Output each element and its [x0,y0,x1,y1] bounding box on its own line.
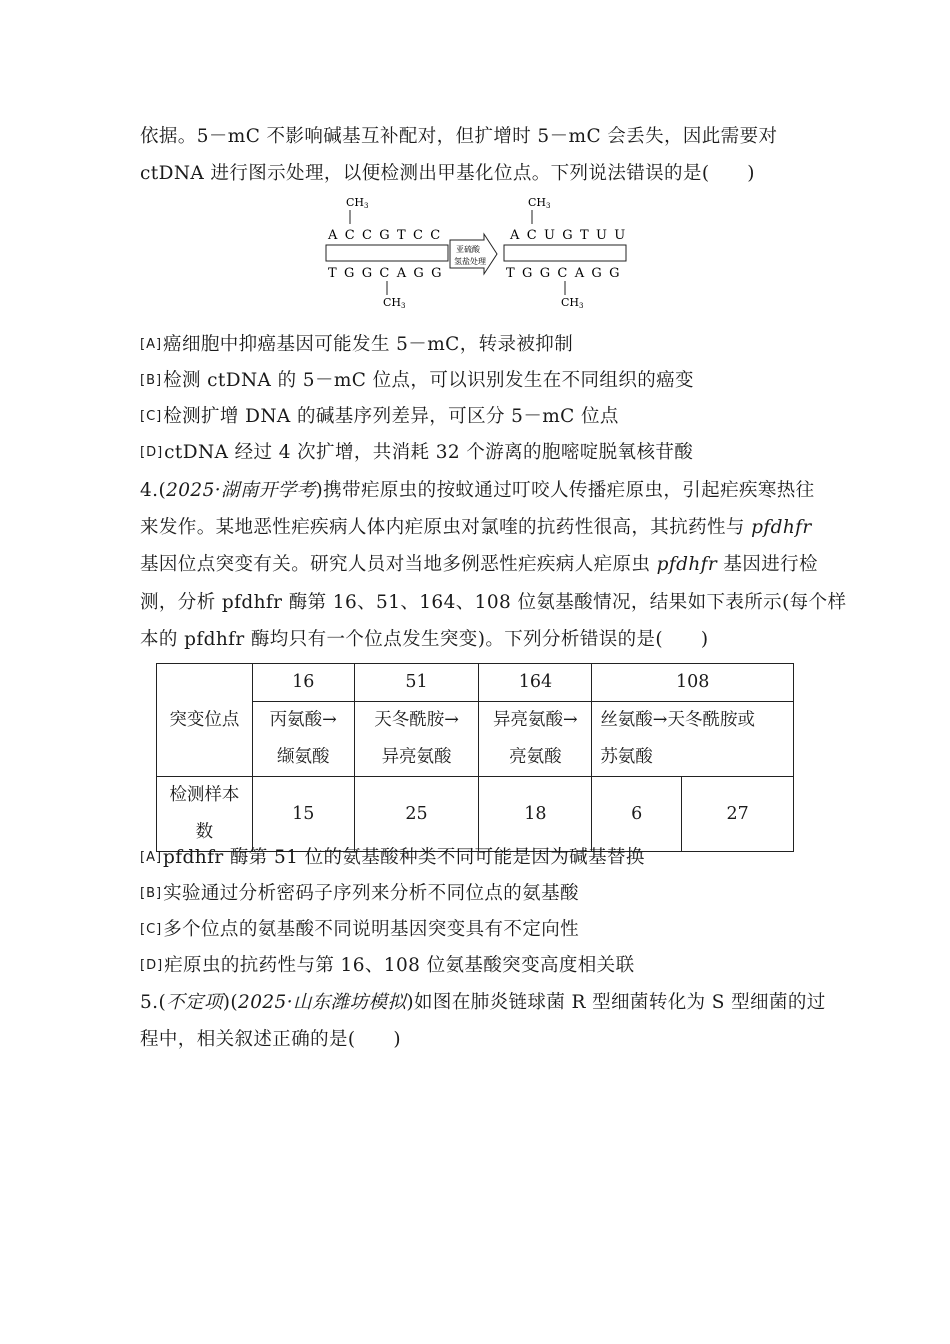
bisulfite-diagram [316,194,636,316]
option-label: [B] [140,886,163,901]
right-top-methyl: CH3 [528,196,551,210]
change-cell: 天冬酰胺→ 异亮氨酸 [354,702,479,777]
left-dna-box [326,245,448,261]
option-text: pfdhfr 酶第 51 位的氨基酸种类不同可能是因为碱基替换 [163,847,645,868]
mutation-table [156,663,794,852]
q3-option-d[interactable] [140,441,812,465]
position-cell: 16 [252,664,354,702]
right-bottom-methyl: CH3 [561,296,584,310]
q4-source: 2025·湖南开学考 [166,480,316,501]
position-cell: 51 [354,664,479,702]
count-cell: 15 [252,777,354,852]
position-cell: 164 [479,664,592,702]
left-top-strand: A C C G T C C [328,228,442,243]
option-label: [D] [140,958,164,973]
option-text: 癌细胞中抑癌基因可能发生 5－mC，转录被抑制 [163,334,574,355]
position-cell: 108 [592,664,794,702]
option-label: [C] [140,409,163,424]
gene-name: pfdhfr [656,554,718,575]
intro-line-1: 依据。5－mC 不影响碱基互补配对，但扩增时 5－mC 会丢失，因此需要对 [140,126,778,147]
q5-tag: 不定项 [166,992,223,1013]
count-cell: 27 [682,777,794,852]
q4-line-4: 测，分析 pfdhfr 酶第 16、51、164、108 位氨基酸情况，结果如下表所示(每个样 [140,592,847,613]
left-bottom-methyl: CH3 [383,296,406,310]
table-row [157,777,794,852]
option-text: 检测扩增 DNA 的碱基序列差异，可区分 5－mC 位点 [163,406,619,427]
q4-option-c[interactable] [140,918,812,942]
count-cell: 6 [592,777,682,852]
option-text: ctDNA 经过 4 次扩增，共消耗 32 个游离的胞嘧啶脱氧核苷酸 [164,442,694,463]
q4-option-d[interactable] [140,954,812,978]
q5-line-2: 程中，相关叙述正确的是( ) [140,1029,401,1050]
right-bottom-strand: T G G C A G G [506,266,622,281]
arrow-label-1: 亚硫酸 [456,245,480,254]
row-header-mutation-site: 突变位点 [157,664,253,777]
right-dna-box [504,245,626,261]
option-text: 疟原虫的抗药性与第 16、108 位氨基酸突变高度相关联 [164,955,635,976]
option-label: [A] [140,337,163,352]
change-cell: 丝氨酸→天冬酰胺或 苏氨酸 [592,702,794,777]
count-cell: 25 [354,777,479,852]
left-top-methyl: CH3 [346,196,369,210]
option-label: [C] [140,922,163,937]
option-label: [D] [140,445,164,460]
q5-source: 2025·山东潍坊模拟 [238,992,407,1013]
option-label: [A] [140,850,163,865]
q4-option-a[interactable] [140,846,812,870]
q4-line-1: 4.(2025·湖南开学考)携带疟原虫的按蚊通过叮咬人传播疟原虫，引起疟疾寒热往 [140,480,815,501]
left-bottom-strand: T G G C A G G [328,266,444,281]
option-text: 多个位点的氨基酸不同说明基因突变具有不定向性 [163,919,580,940]
change-cell: 异亮氨酸→ 亮氨酸 [479,702,592,777]
intro-line-2: ctDNA 进行图示处理，以便检测出甲基化位点。下列说法错误的是( ) [140,163,755,184]
q4-option-b[interactable] [140,882,812,906]
table-row [157,664,794,702]
q3-option-c[interactable] [140,405,812,429]
arrow-label-2: 氢盐处理 [454,257,486,266]
q3-option-a[interactable] [140,333,812,357]
option-text: 检测 ctDNA 的 5－mC 位点，可以识别发生在不同组织的癌变 [163,370,694,391]
count-cell: 18 [479,777,592,852]
option-label: [B] [140,373,163,388]
change-cell: 丙氨酸→ 缬氨酸 [252,702,354,777]
q4-line-5: 本的 pfdhfr 酶均只有一个位点发生突变)。下列分析错误的是( ) [140,629,709,650]
row-header-sample-count: 检测样本 数 [157,777,253,852]
q3-option-b[interactable] [140,369,812,393]
table-row [157,702,794,777]
treatment-arrow [450,234,497,274]
q5-line-1: 5.(不定项)(2025·山东潍坊模拟)如图在肺炎链球菌 R 型细菌转化为 S 型细菌的过 [140,992,826,1013]
right-top-strand: A C U G T U U [510,228,627,243]
q4-line-2: 来发作。某地恶性疟疾病人体内疟原虫对氯喹的抗药性很高，其抗药性与 pfdhfr [140,517,812,538]
option-text: 实验通过分析密码子序列来分析不同位点的氨基酸 [163,883,579,904]
gene-name: pfdhfr [751,517,812,538]
q4-line-3: 基因位点突变有关。研究人员对当地多例恶性疟疾病人疟原虫 pfdhfr 基因进行检 [140,554,818,575]
